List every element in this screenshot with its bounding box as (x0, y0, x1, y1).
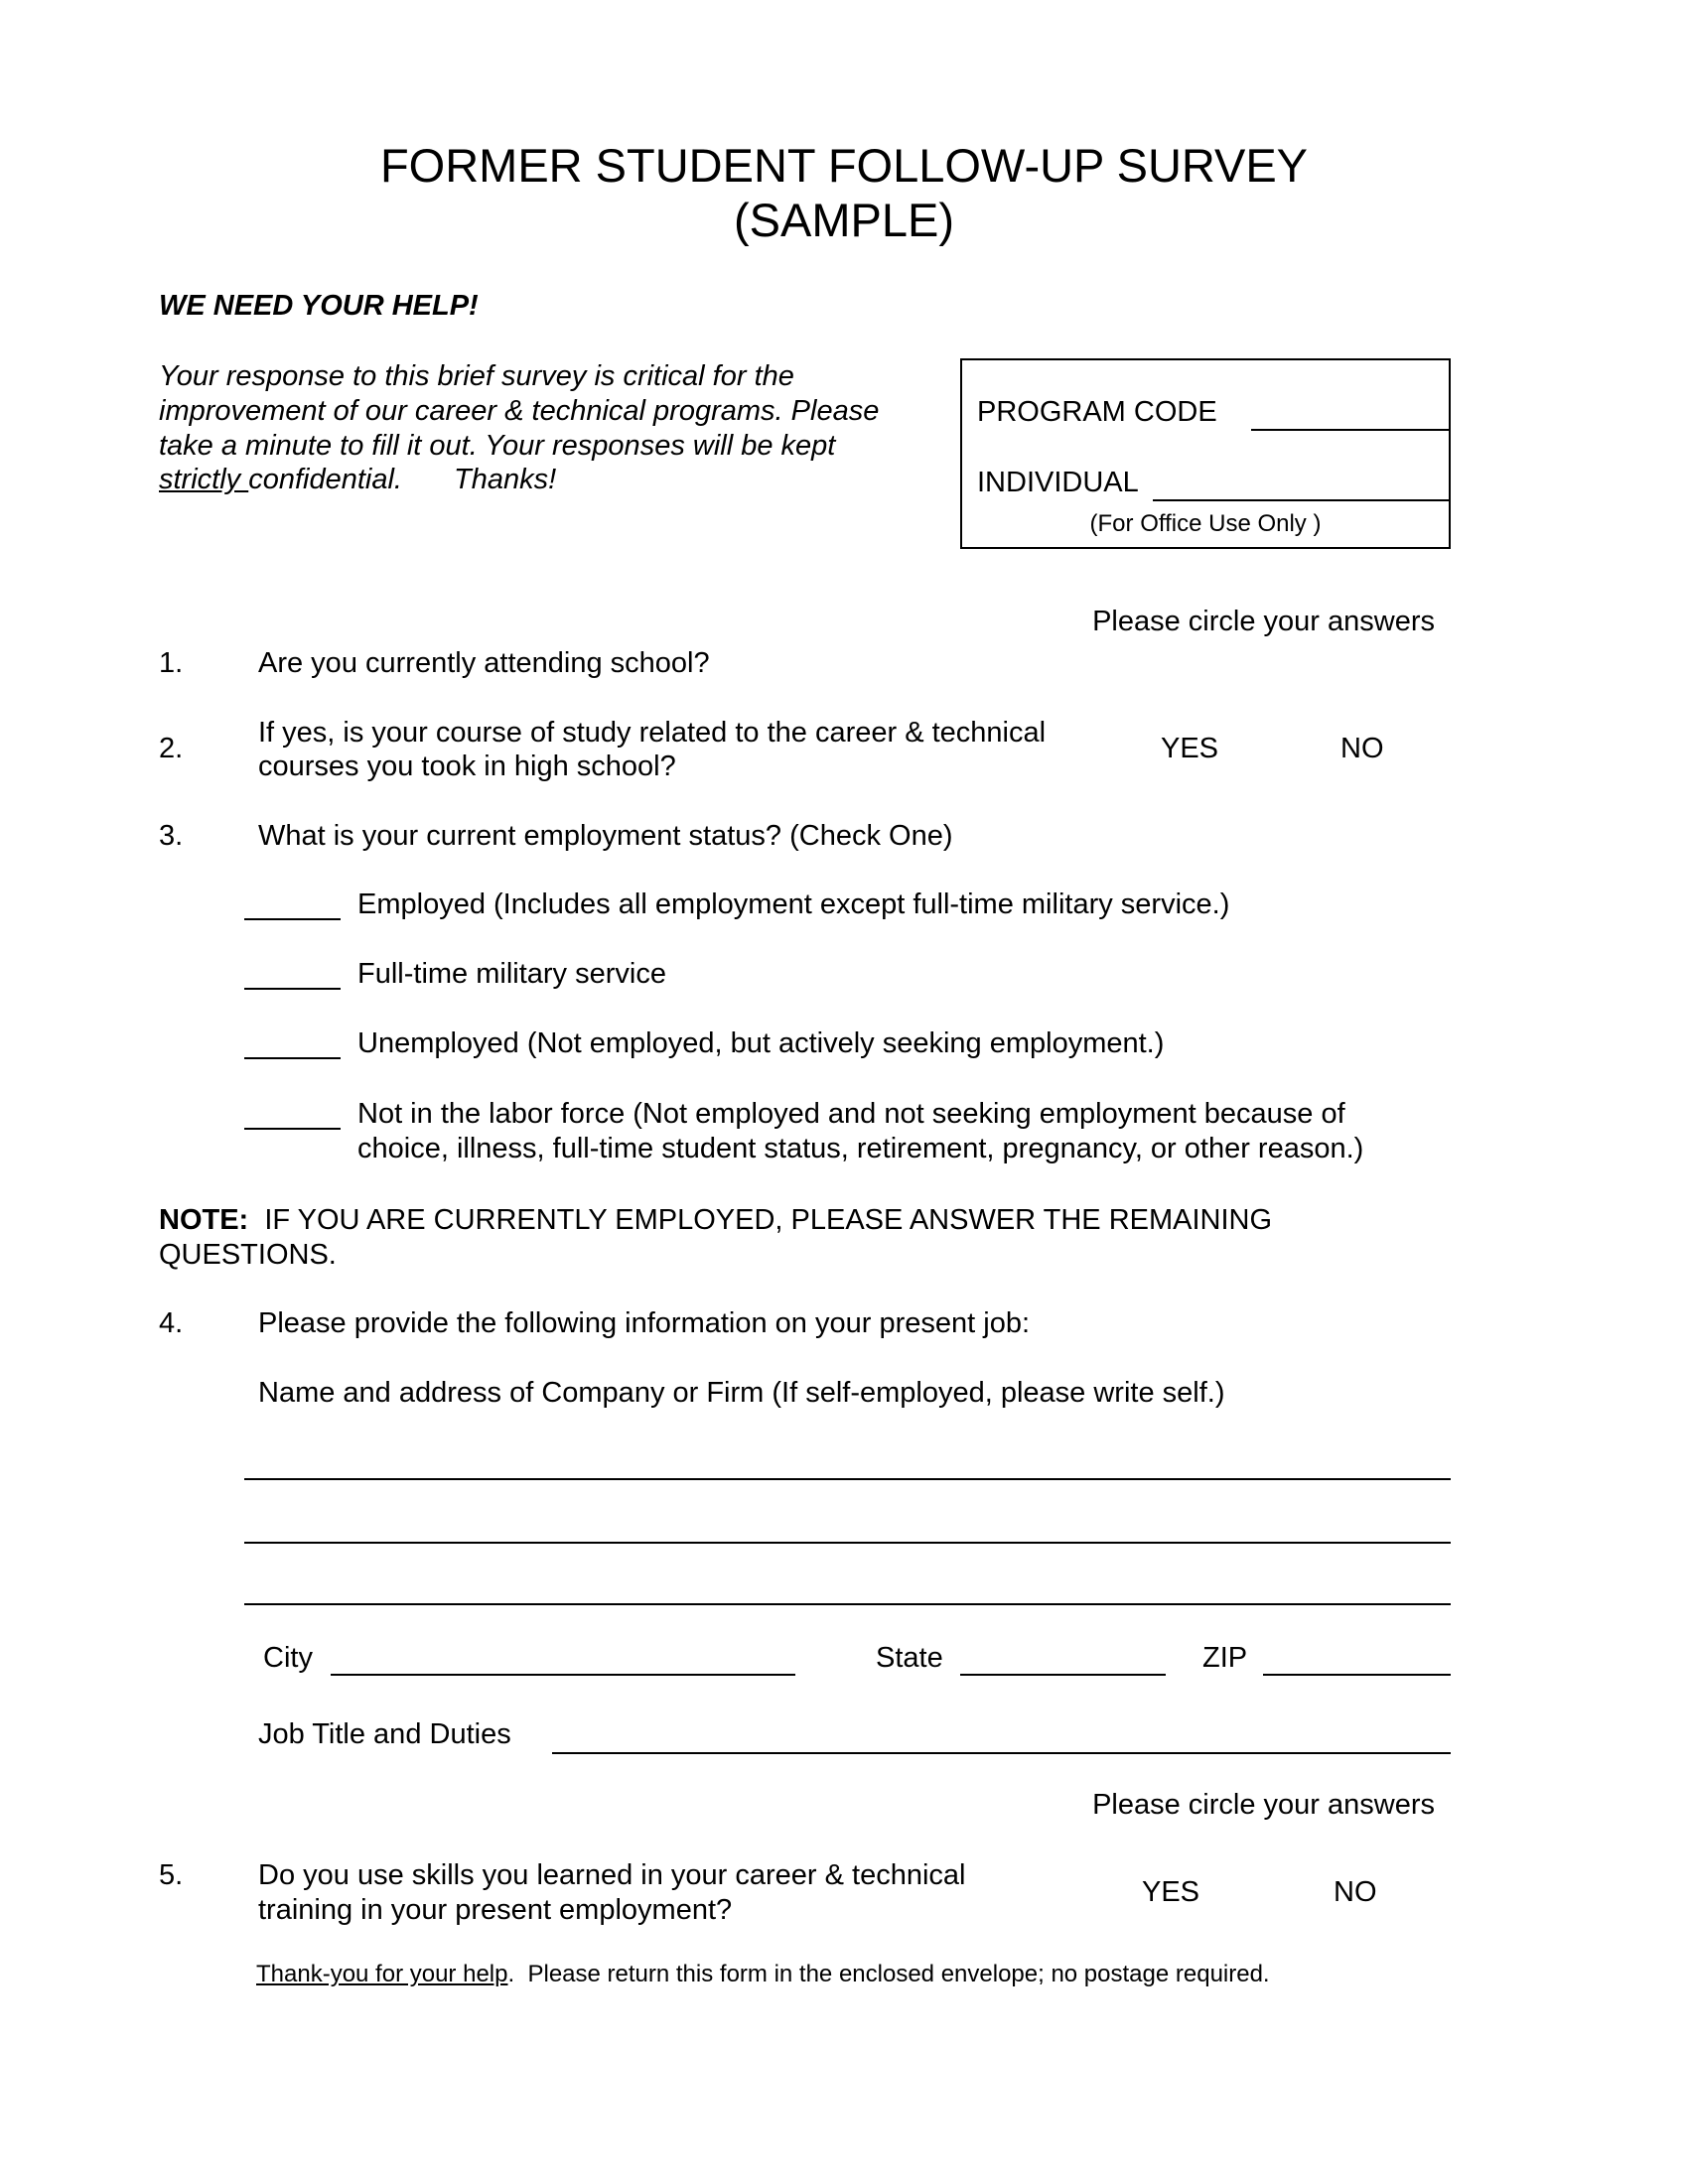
note-label: NOTE: (159, 1204, 249, 1236)
option-unemployed: Unemployed (Not employed, but actively seeking employment.) (357, 1027, 1165, 1059)
footer-thanks: Thank-you for your help (256, 1961, 508, 1987)
city-field[interactable] (331, 1674, 795, 1676)
company-address-line-2[interactable] (244, 1542, 1451, 1544)
strictly-underlined: strictly (159, 464, 249, 495)
q5-yes-option[interactable]: YES (1142, 1876, 1200, 1908)
intro-line: Your response to this brief survey is critical for the (159, 360, 794, 392)
q1-number: 1. (159, 647, 184, 679)
job-title-field[interactable] (552, 1752, 1451, 1754)
q3-text: What is your current employment status? (Check One) (258, 820, 953, 852)
option-military: Full-time military service (357, 958, 666, 990)
q2-no-option[interactable]: NO (1340, 733, 1384, 764)
company-address-line-3[interactable] (244, 1603, 1451, 1605)
q4-text: Please provide the following information on your present job: (258, 1307, 1031, 1339)
state-field[interactable] (960, 1674, 1166, 1676)
option-not-in-labor-force-cont: choice, illness, full-time student status, retirement, pregnancy, or other reason.) (357, 1133, 1364, 1164)
q3-number: 3. (159, 820, 184, 852)
q2-text: courses you took in high school? (258, 751, 676, 782)
not-in-labor-force-check-blank[interactable] (244, 1128, 341, 1130)
q2-yes-option[interactable]: YES (1161, 733, 1219, 764)
q2-number: 2. (159, 733, 184, 764)
q1-text: Are you currently attending school? (258, 647, 710, 679)
option-not-in-labor-force: Not in the labor force (Not employed and not seeking employment because of (357, 1098, 1345, 1130)
page-subtitle: (SAMPLE) (734, 194, 954, 246)
individual-label: INDIVIDUAL (977, 467, 1139, 498)
q5-no-option[interactable]: NO (1334, 1876, 1377, 1908)
circle-prompt: Please circle your answers (1092, 606, 1435, 637)
company-address-line-1[interactable] (244, 1478, 1451, 1480)
footer-note (256, 1961, 1270, 1988)
circle-prompt-2: Please circle your answers (1092, 1789, 1435, 1821)
help-heading: WE NEED YOUR HELP! (159, 290, 479, 322)
military-check-blank[interactable] (244, 988, 341, 990)
page-title: FORMER STUDENT FOLLOW-UP SURVEY (379, 139, 1309, 192)
zip-label: ZIP (1202, 1642, 1248, 1674)
state-label: State (876, 1642, 943, 1674)
intro-line: improvement of our career & technical programs. Please (159, 395, 880, 427)
job-title-label: Job Title and Duties (258, 1718, 511, 1750)
program-code-label: PROGRAM CODE (977, 396, 1217, 428)
program-code-field[interactable] (1251, 429, 1451, 431)
note-text-cont: QUESTIONS. (159, 1239, 337, 1271)
intro-thanks: Thanks! (454, 464, 557, 495)
q5-number: 5. (159, 1859, 184, 1891)
footer-return-instructions: . Please return this form in the enclosed envelope; no postage required. (507, 1961, 1270, 1987)
q5-text: Do you use skills you learned in your career & technical (258, 1859, 966, 1891)
intro-line (159, 463, 556, 496)
note-line (159, 1203, 1272, 1237)
city-label: City (263, 1642, 313, 1674)
employed-check-blank[interactable] (244, 918, 341, 920)
office-use-note: (For Office Use Only ) (1089, 510, 1322, 537)
unemployed-check-blank[interactable] (244, 1057, 341, 1059)
q5-text: training in your present employment? (258, 1894, 733, 1926)
intro-line: take a minute to fill it out. Your responses will be kept (159, 430, 836, 462)
company-label: Name and address of Company or Firm (If self-employed, please write self.) (258, 1377, 1225, 1409)
note-text: IF YOU ARE CURRENTLY EMPLOYED, PLEASE ANSWER THE REMAINING (248, 1204, 1273, 1236)
option-employed: Employed (Includes all employment except full-time military service.) (357, 888, 1230, 920)
zip-field[interactable] (1263, 1674, 1451, 1676)
intro-confidential: confidential. (248, 464, 402, 495)
q4-number: 4. (159, 1307, 184, 1339)
q2-text: If yes, is your course of study related to the career & technical (258, 717, 1047, 749)
individual-field[interactable] (1153, 499, 1451, 501)
